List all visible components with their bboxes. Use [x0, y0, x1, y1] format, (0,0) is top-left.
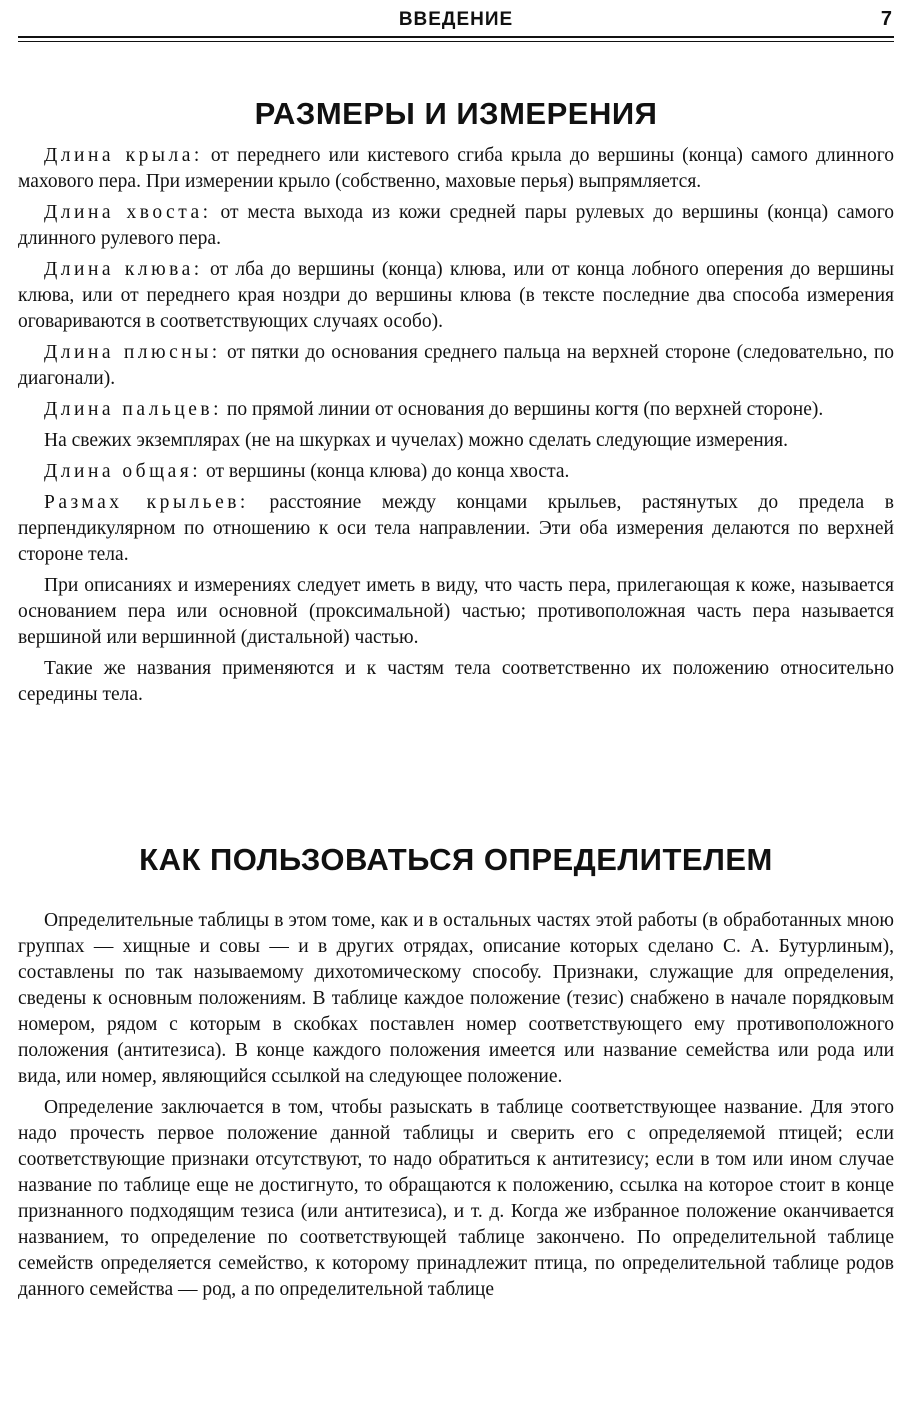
paragraph [18, 397, 894, 423]
page-number: 7 [880, 8, 892, 30]
paragraph-text: расстояние между концами крыльев, растянутых до предела в перпендикулярном по отношению к оси тела направлении. Эти оба измерения делаются по верхней стороне тела. [18, 492, 894, 565]
section-heading-how-to-use: КАК ПОЛЬЗОВАТЬСЯ ОПРЕДЕЛИТЕЛЕМ [139, 842, 773, 877]
term: Длина крыла: [44, 145, 203, 166]
paragraph-text: На свежих экземплярах (не на шкурках и чучелах) можно сделать следующие измерения. [44, 430, 788, 451]
paragraph [18, 490, 894, 568]
paragraph-text: от пятки до основания среднего пальца на верхней стороне (следовательно, по диагонали). [18, 342, 895, 389]
paragraph-text: Такие же названия применяются и к частям тела соответственно их положению относительно середины тела. [18, 658, 894, 705]
paragraph-text: от места выхода из кожи средней пары рулевых до вершины (конца) самого длинного рулевого пера. [18, 202, 894, 249]
running-head [18, 6, 894, 32]
paragraph [18, 428, 894, 454]
paragraph [18, 459, 894, 485]
term: Длина общая: [44, 461, 202, 482]
paragraph-text: от переднего или кистевого сгиба крыла до вершины (конца) самого длинного махового пера. При измерении крыло (собственно, маховые перья) выпрямляется. [18, 145, 894, 192]
paragraph [18, 200, 894, 252]
paragraph [18, 340, 894, 392]
paragraph-text: от лба до вершины (конца) клюва, или от конца лобного оперения до вершины клюва, или от переднего края ноздри до вершины клюва (в тексте последние два способа измерения оговариваются в соответствующих случаях особо). [18, 259, 895, 332]
paragraph [18, 143, 894, 195]
paragraph-text: от вершины (конца клюва) до конца хвоста. [201, 461, 570, 482]
paragraph [18, 573, 894, 651]
paragraph [18, 656, 894, 708]
term: Размах крыльев: [44, 492, 249, 513]
paragraph-text: по прямой линии от основания до вершины когтя (по верхней стороне). [222, 399, 824, 420]
section-how-to-use-body [18, 908, 894, 1308]
header-rule-thick [18, 36, 894, 38]
running-head-title: ВВЕДЕНИЕ [398, 9, 514, 30]
term: Длина пальцев: [44, 399, 223, 420]
paragraph-text: Определение заключается в том, чтобы разыскать в таблице соответствующее название. Для этого надо прочесть первое положение данной таблицы и сверить его с определяемой птицей; если соответствующие признаки отсутствуют, то надо обратиться к антитезису; если в том или ином случае название по таблице еще не достигнуто, то обращаются к положению, ссылка на которое стоит в конце признанного подходящим тезиса (или антитезиса), и т. д. Когда же избранное положение оканчивается названием, то определение по соответствующей таблице закончено. По определительной таблице семейств определяется семейство, к которому принадлежит птица, по определительной таблице родов данного семейства — род, а по определительной таблице [18, 1097, 894, 1300]
term: Длина хвоста: [44, 202, 212, 223]
paragraph-text: При описаниях и измерениях следует иметь в виду, что часть пера, прилегающая к коже, называется основанием пера или основной (проксимальной) частью; противоположная часть пера называется вершиной или вершинной (дистальной) частью. [18, 575, 894, 648]
section-heading-measurements: РАЗМЕРЫ И ИЗМЕРЕНИЯ [254, 96, 658, 131]
paragraph [18, 257, 894, 335]
paragraph [18, 1095, 894, 1303]
section-measurements-body [18, 143, 894, 713]
paragraph-text: Определительные таблицы в этом томе, как и в остальных частях этой работы (в обработанных мною группах — хищные и совы — и в других отрядах, описание которых сделано С. А. Бутурлиным), составлены по так называемому дихотомическому способу. Признаки, служащие для определения, сведены к основным положениям. В таблице каждое положение (тезис) снабжено в начале порядковым номером, рядом с которым в скобках поставлен номер соответствующего ему противоположного положения (антитезиса). В конце каждого положения имеется или название семейства или рода или вида, или номер, являющийся ссылкой на следующее положение. [18, 910, 894, 1087]
paragraph [18, 908, 894, 1090]
term: Длина клюва: [44, 259, 203, 280]
header-rule-thin [18, 41, 894, 42]
term: Длина плюсны: [44, 342, 221, 363]
